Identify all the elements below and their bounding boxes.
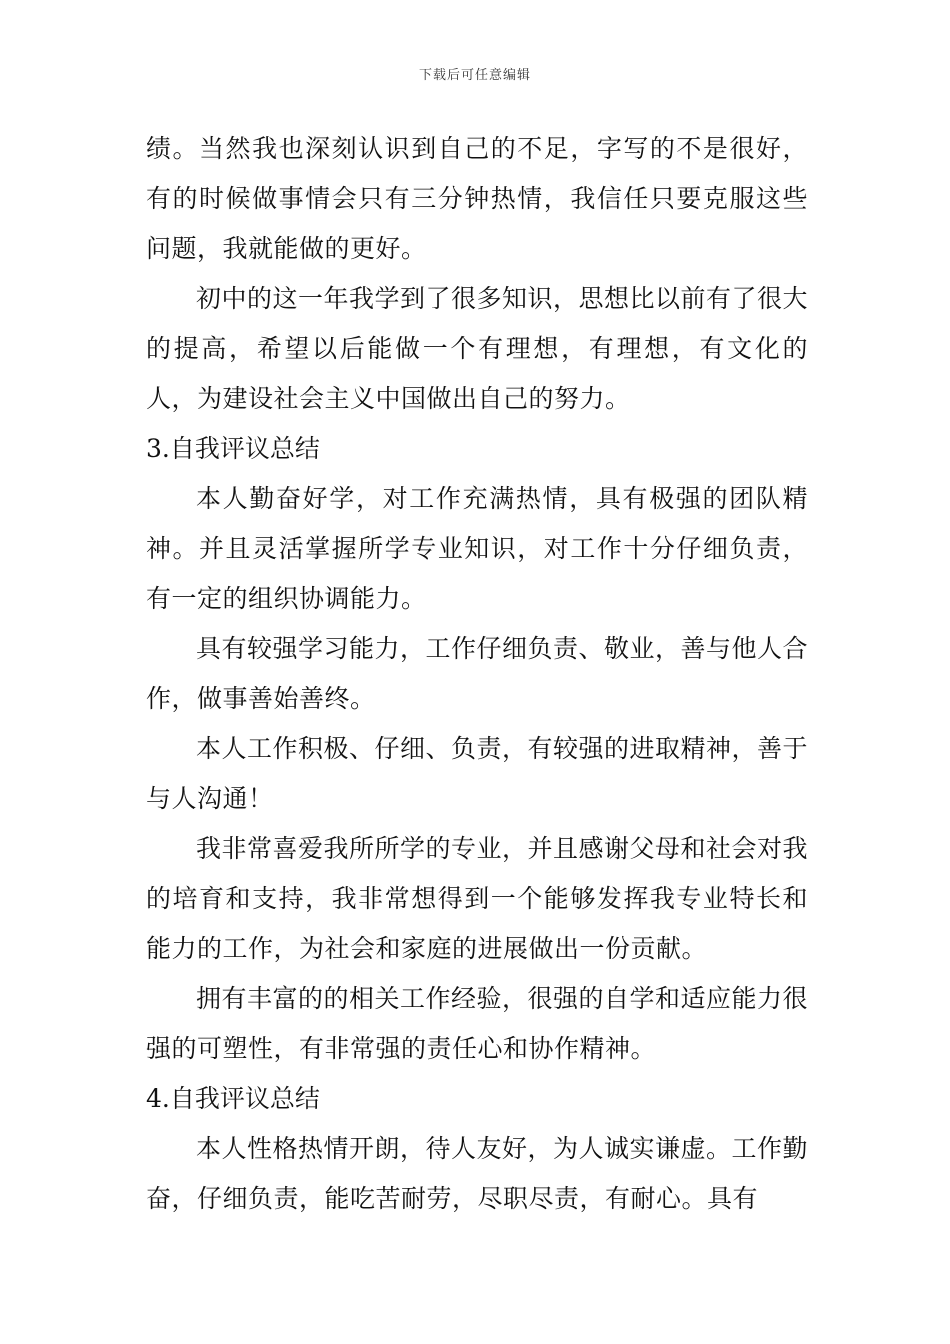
- paragraph: 本人性格热情开朗，待人友好，为人诚实谦虚。工作勤奋，仔细负责，能吃苦耐劳，尽职尽责，有耐心。具有: [146, 1134, 809, 1213]
- paragraph-continuation: 绩。当然我也深刻认识到自己的不足，字写的不是很好，有的时候做事情会只有三分钟热情，我信任只要克服这些问题，我就能做的更好。: [146, 134, 808, 263]
- page-header: 下载后可任意编辑: [418, 68, 531, 83]
- section-heading-4: 4.自我评议总结: [146, 1084, 320, 1113]
- section-heading-3: 3.自我评议总结: [146, 434, 320, 463]
- paragraph: 初中的这一年我学到了很多知识，思想比以前有了很大的提高，希望以后能做一个有理想，有理想，有文化的人，为建设社会主义中国做出自己的努力。: [146, 284, 809, 413]
- paragraph: 具有较强学习能力，工作仔细负责、敬业，善与他人合作，做事善始善终。: [146, 634, 809, 713]
- paragraph: 本人勤奋好学，对工作充满热情，具有极强的团队精神。并且灵活掌握所学专业知识，对工作十分仔细负责，有一定的组织协调能力。: [146, 484, 808, 613]
- paragraph: 本人工作积极、仔细、负责，有较强的进取精神，善于与人沟通！: [146, 734, 809, 813]
- paragraph: 拥有丰富的的相关工作经验，很强的自学和适应能力很强的可塑性，有非常强的责任心和协作精神。: [146, 984, 809, 1063]
- paragraph: 我非常喜爱我所所学的专业，并且感谢父母和社会对我的培育和支持，我非常想得到一个能够发挥我专业特长和能力的工作，为社会和家庭的进展做出一份贡献。: [146, 834, 809, 963]
- document-body: [146, 124, 808, 1224]
